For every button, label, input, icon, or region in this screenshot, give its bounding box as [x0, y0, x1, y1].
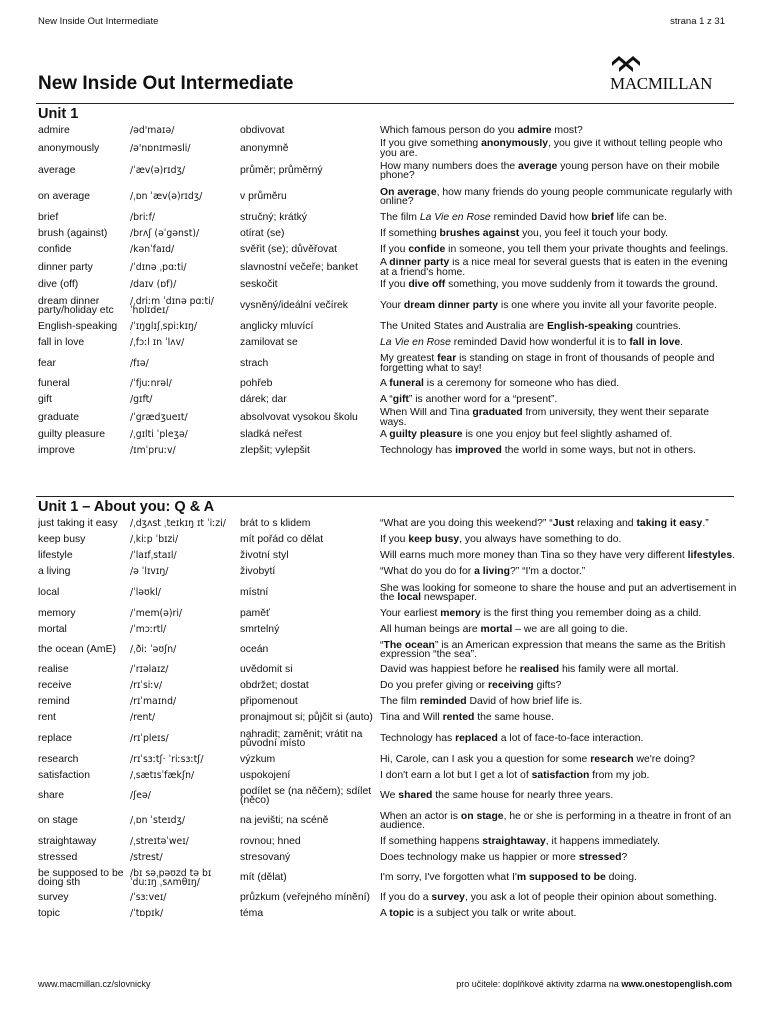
vocab-word: dive (off)	[38, 279, 79, 291]
vocab-row	[38, 158, 738, 184]
vocab-translation: slavnostní večeře; banket	[240, 261, 358, 273]
vocab-translation: živobytí	[240, 566, 276, 578]
vocab-example: A topic is a subject you talk or write about.	[380, 908, 577, 920]
vocab-example: Will earns much more money than Tina so they have very different lifestyles.	[380, 550, 736, 562]
vocab-translation: výzkum	[240, 754, 276, 766]
running-header-title: New Inside Out Intermediate	[38, 16, 159, 27]
vocabulary-table-about-you	[38, 516, 738, 922]
vocab-word: straightaway	[38, 836, 97, 848]
vocab-translation: mít (dělat)	[240, 872, 287, 884]
vocab-example: The United States and Australia are English-speaking countries.	[380, 321, 681, 333]
vocab-row	[38, 890, 738, 906]
vocab-word: dream dinner party/holiday etc	[38, 295, 114, 316]
section-heading-unit-1: Unit 1	[38, 106, 79, 122]
vocab-example: If you dive off something, you move suddenly from it towards the ground.	[380, 279, 718, 291]
vocab-row	[38, 184, 738, 210]
vocab-translation: rovnou; hned	[240, 836, 301, 848]
vocab-example: Technology has improved the world in some ways, but not in others.	[380, 445, 696, 457]
page-title: New Inside Out Intermediate	[38, 73, 294, 94]
vocab-word: lifestyle	[38, 550, 73, 562]
vocab-translation: podílet se (na něčem); sdílet (něco)	[240, 785, 372, 806]
vocab-example: If you give something anonymously, you give it without telling people who you are.	[380, 139, 723, 158]
vocab-row	[38, 622, 738, 638]
vocab-translation: místní	[240, 587, 269, 599]
title-rule	[36, 103, 734, 104]
vocab-translation: stresovaný	[240, 852, 291, 864]
vocab-example: The film reminded David of how brief life is.	[380, 696, 583, 708]
vocab-pronunciation: /ʃeə/	[130, 790, 151, 802]
vocab-example: Technology has replaced a lot of face-to-face interaction.	[380, 733, 644, 745]
vocab-row	[38, 516, 738, 532]
vocab-row	[38, 678, 738, 694]
vocabulary-table-unit-1	[38, 123, 738, 459]
vocab-row	[38, 210, 738, 226]
logo-wordmark: MACMILLAN	[610, 74, 713, 93]
vocab-example: I don't earn a lot but I get a lot of satisfaction from my job.	[380, 770, 650, 782]
vocab-word: stressed	[38, 852, 78, 864]
vocab-example: Your earliest memory is the first thing you remember doing as a child.	[380, 608, 702, 620]
vocab-word: improve	[38, 445, 75, 457]
vocab-row	[38, 319, 738, 335]
vocab-row	[38, 293, 738, 319]
vocab-pronunciation: /brʌʃ (əˈgənst)/	[130, 228, 200, 240]
vocab-word: satisfaction	[38, 770, 90, 782]
vocab-example: My greatest fear is standing on stage in front of thousands of people and forgetting what to say!	[380, 353, 715, 374]
vocab-translation: uspokojení	[240, 770, 291, 782]
vocab-pronunciation: /ˌdʒʌst ˌteɪkɪŋ ɪt ˈiːzi/	[130, 518, 226, 530]
vocab-translation: strach	[240, 357, 269, 369]
vocab-word: fall in love	[38, 337, 85, 349]
vocab-example: La Vie en Rose reminded David how wonderful it is to fall in love.	[380, 337, 684, 349]
vocab-example: If you do a survey, you ask a lot of people their opinion about something.	[380, 892, 717, 904]
vocab-example: Hi, Carole, can I ask you a question for some research we're doing?	[380, 754, 696, 766]
vocab-row	[38, 335, 738, 351]
vocab-word: brush (against)	[38, 228, 108, 240]
vocab-translation: sladká neřest	[240, 429, 302, 441]
vocab-translation: anglicky mluvící	[240, 321, 314, 333]
vocab-row	[38, 662, 738, 678]
vocab-word: memory	[38, 608, 76, 620]
vocab-translation: anonymně	[240, 142, 289, 154]
vocab-example: Your dream dinner party is one where you invite all your favorite people.	[380, 300, 717, 312]
vocab-example: Which famous person do you admire most?	[380, 125, 583, 137]
vocab-translation: pohřeb	[240, 378, 273, 390]
vocab-pronunciation: /ˈæv(ə)rɪdʒ/	[130, 165, 185, 177]
vocab-pronunciation: /ˌðiː ˈəʊʃn/	[130, 644, 177, 656]
vocab-row	[38, 726, 738, 752]
vocab-example: A funeral is a ceremony for someone who has died.	[380, 378, 620, 390]
vocab-translation: otírat (se)	[240, 228, 285, 240]
vocab-pronunciation: /ə ˈlɪvɪŋ/	[130, 566, 169, 578]
vocab-row	[38, 866, 738, 890]
vocab-word: realise	[38, 664, 69, 676]
vocab-pronunciation: /ə'nɒnɪməsli/	[130, 142, 191, 154]
vocab-row	[38, 638, 738, 662]
vocab-row	[38, 906, 738, 922]
vocab-row	[38, 242, 738, 258]
vocab-example: A “gift” is another word for a “present”.	[380, 394, 558, 406]
vocab-translation: připomenout	[240, 696, 298, 708]
section-rule	[36, 496, 734, 497]
vocab-pronunciation: /ˈrɪəlaɪz/	[130, 664, 169, 676]
vocab-word: average	[38, 165, 76, 177]
vocab-pronunciation: /ˈgrædʒueɪt/	[130, 411, 188, 423]
vocab-translation: téma	[240, 908, 264, 920]
vocab-pronunciation: /fɪə/	[130, 357, 149, 369]
vocab-row	[38, 710, 738, 726]
vocab-example: David was happiest before he realised his family were all mortal.	[380, 664, 679, 676]
vocab-pronunciation: /ˌdriːm ˈdɪnə pɑːti/ˈhɒlɪdeɪ/	[130, 295, 214, 316]
vocab-translation: mít pořád co dělat	[240, 534, 324, 546]
vocab-example: When an actor is on stage, he or she is performing in a theatre in front of an audience.	[380, 810, 732, 831]
vocab-pronunciation: /ˈfjuːnrəl/	[130, 378, 172, 390]
vocab-word: anonymously	[38, 142, 100, 154]
vocab-translation: zlepšit; vylepšit	[240, 445, 310, 457]
vocab-word: just taking it easy	[38, 518, 118, 530]
vocab-pronunciation: /kənˈfaɪd/	[130, 244, 175, 256]
footer-note-text: pro učitele: doplňkové aktivity zdarma na	[456, 979, 622, 989]
vocab-row	[38, 532, 738, 548]
vocab-word: guilty pleasure	[38, 429, 106, 441]
vocab-word: topic	[38, 908, 60, 920]
vocab-translation: nahradit; zaměnit; vrátit na původní místo	[240, 728, 363, 749]
vocab-pronunciation: /ˌsætɪsˈfækʃn/	[130, 770, 195, 782]
vocab-row	[38, 443, 738, 459]
vocab-word: be supposed to be doing sth	[38, 867, 124, 888]
section-heading-about-you: Unit 1 – About you: Q & A	[38, 499, 215, 515]
vocab-word: the ocean (AmE)	[38, 644, 116, 656]
vocab-row	[38, 351, 738, 376]
vocab-row	[38, 784, 738, 808]
vocab-word: funeral	[38, 378, 70, 390]
vocab-row	[38, 834, 738, 850]
vocab-word: English-speaking	[38, 321, 118, 333]
vocab-translation: pronajmout si; půjčit si (auto)	[240, 712, 373, 724]
vocab-translation: na jevišti; na scéně	[240, 815, 329, 827]
page-number: strana 1 z 31	[670, 16, 725, 27]
vocab-pronunciation: /rɪˈsiːv/	[130, 680, 163, 692]
vocab-row	[38, 606, 738, 622]
vocab-row	[38, 226, 738, 242]
vocab-row	[38, 139, 738, 158]
vocab-pronunciation: /ɪmˈpruːv/	[130, 445, 176, 457]
vocab-example: Do you prefer giving or receiving gifts?	[380, 680, 562, 692]
vocab-row	[38, 392, 738, 408]
vocab-translation: životní styl	[240, 550, 289, 562]
vocab-example: On average, how many friends do young people communicate regularly with online?	[380, 186, 733, 207]
vocab-translation: stručný; krátký	[240, 212, 307, 224]
vocab-pronunciation: /rɪˈsɜːtʃ· ˈriːsɜːtʃ/	[130, 754, 204, 766]
vocab-pronunciation: /ˌkiːp ˈbɪzi/	[130, 534, 179, 546]
vocab-translation: brát to s klidem	[240, 518, 311, 530]
vocab-translation: paměť	[240, 608, 270, 620]
vocab-pronunciation: /rɪˈpleɪs/	[130, 733, 169, 745]
vocab-translation: svěřit (se); důvěřovat	[240, 244, 338, 256]
vocab-row	[38, 808, 738, 834]
vocab-row	[38, 258, 738, 277]
vocab-pronunciation: /ˈmɔːrtl/	[130, 624, 167, 636]
vocab-row	[38, 123, 738, 139]
vocab-example: If something brushes against you, you feel it touch your body.	[380, 228, 669, 240]
vocab-row	[38, 277, 738, 293]
vocab-pronunciation: /ˈmem(ə)ri/	[130, 608, 183, 620]
vocab-example: Does technology make us happier or more stressed?	[380, 852, 628, 864]
vocab-pronunciation: /ˈɪŋglɪʃˌspiːkɪŋ/	[130, 321, 197, 333]
vocab-pronunciation: /briːf/	[130, 212, 155, 224]
vocab-pronunciation: /ˈlaɪfˌstaɪl/	[130, 550, 177, 562]
vocab-translation: dárek; dar	[240, 394, 287, 406]
vocab-word: brief	[38, 212, 59, 224]
vocab-example: “The ocean” is an American expression that means the same as the British expression “the sea”.	[380, 639, 726, 660]
vocab-example: “What do you do for a living?” “I'm a doctor.”	[380, 566, 586, 578]
vocab-word: remind	[38, 696, 70, 708]
vocab-row	[38, 427, 738, 443]
vocab-pronunciation: /ˌstreɪtəˈweɪ/	[130, 836, 189, 848]
vocab-example: A dinner party is a nice meal for several guests that is eaten in the evening at a friend's home.	[380, 258, 728, 277]
vocab-word: admire	[38, 125, 70, 137]
vocab-row	[38, 694, 738, 710]
vocab-word: receive	[38, 680, 72, 692]
vocab-word: rent	[38, 712, 56, 724]
vocab-row	[38, 850, 738, 866]
vocab-word: gift	[38, 394, 52, 406]
vocab-translation: smrtelný	[240, 624, 280, 636]
footer-website: www.macmillan.cz/slovnicky	[38, 979, 151, 989]
vocab-word: fear	[38, 357, 56, 369]
footer-link: www.onestopenglish.com	[621, 979, 732, 989]
vocab-word: research	[38, 754, 79, 766]
vocab-translation: uvědomit si	[240, 664, 293, 676]
vocab-translation: oceán	[240, 644, 269, 656]
vocab-word: a living	[38, 566, 71, 578]
vocab-pronunciation: /ˌɒn ˈsteɪdʒ/	[130, 815, 186, 827]
vocab-pronunciation: /ˈtɒpɪk/	[130, 908, 164, 920]
vocab-translation: obdivovat	[240, 125, 285, 137]
vocab-translation: absolvovat vysokou školu	[240, 411, 358, 423]
vocab-word: share	[38, 790, 64, 802]
vocab-word: replace	[38, 733, 73, 745]
vocab-example: The film La Vie en Rose reminded David how brief life can be.	[380, 212, 667, 224]
vocab-row	[38, 408, 738, 427]
vocab-row	[38, 548, 738, 564]
footer-note	[456, 979, 732, 989]
vocab-pronunciation: /ˌɒn ˈæv(ə)rɪdʒ/	[130, 191, 203, 203]
macmillan-logo	[610, 54, 714, 92]
vocab-translation: zamilovat se	[240, 337, 298, 349]
vocab-example: Tina and Will rented the same house.	[380, 712, 555, 724]
vocab-row	[38, 768, 738, 784]
vocab-translation: průměr; průměrný	[240, 165, 323, 177]
vocab-word: survey	[38, 892, 69, 904]
vocab-word: graduate	[38, 411, 80, 423]
vocab-word: mortal	[38, 624, 67, 636]
vocab-example: How many numbers does the average young person have on their mobile phone?	[380, 160, 720, 181]
vocab-row	[38, 564, 738, 580]
vocab-row	[38, 752, 738, 768]
vocab-pronunciation: /gɪft/	[130, 394, 153, 406]
vocab-word: on stage	[38, 815, 78, 827]
vocab-pronunciation: /bɪ səˌpəʊzd tə bɪ ˈduːɪŋ ˌsʌmθɪŋ/	[130, 867, 212, 888]
vocab-pronunciation: /ˈləʊkl/	[130, 587, 161, 599]
logo-mark-icon	[610, 54, 644, 76]
vocab-pronunciation: /rent/	[130, 712, 156, 724]
vocab-translation: obdržet; dostat	[240, 680, 309, 692]
vocab-example: If something happens straightaway, it happens immediately.	[380, 836, 660, 848]
vocab-example: We shared the same house for nearly three years.	[380, 790, 614, 802]
vocab-example: All human beings are mortal – we are all going to die.	[380, 624, 628, 636]
vocab-pronunciation: /əd'maɪə/	[130, 125, 175, 137]
vocab-example: When Will and Tina graduated from university, they went their separate ways.	[380, 408, 709, 427]
vocab-example: If you keep busy, you always have something to do.	[380, 534, 622, 546]
vocab-row	[38, 376, 738, 392]
vocab-pronunciation: /ˈdɪnə ˌpɑːti/	[130, 261, 187, 273]
vocab-pronunciation: /strest/	[130, 852, 163, 864]
vocab-example: A guilty pleasure is one you enjoy but feel slightly ashamed of.	[380, 429, 673, 441]
vocab-translation: seskočit	[240, 279, 278, 291]
vocab-pronunciation: /daɪv (ɒf)/	[130, 279, 177, 291]
vocab-pronunciation: /ˌgɪlti ˈpleʒə/	[130, 429, 188, 441]
vocab-pronunciation: /ˌfɔːl ɪn ˈlʌv/	[130, 337, 185, 349]
vocab-word: on average	[38, 191, 90, 203]
vocab-example: If you confide in someone, you tell them your private thoughts and feelings.	[380, 244, 729, 256]
vocab-translation: průzkum (veřejného mínění)	[240, 892, 370, 904]
vocab-pronunciation: /ˈsɜːveɪ/	[130, 892, 167, 904]
vocab-example: “What are you doing this weekend?” “Just relaxing and taking it easy.”	[380, 518, 709, 530]
vocab-word: dinner party	[38, 261, 93, 273]
vocab-translation: vysněný/ideální večírek	[240, 300, 349, 312]
vocab-pronunciation: /rɪˈmaɪnd/	[130, 696, 177, 708]
vocab-word: confide	[38, 244, 72, 256]
vocab-example: She was looking for someone to share the house and put an advertisement in the local newspaper.	[380, 582, 737, 603]
vocab-row	[38, 580, 738, 606]
vocab-word: local	[38, 587, 60, 599]
vocab-example: I'm sorry, I've forgotten what I'm supposed to be doing.	[380, 872, 637, 884]
vocab-word: keep busy	[38, 534, 86, 546]
vocab-translation: v průměru	[240, 191, 287, 203]
